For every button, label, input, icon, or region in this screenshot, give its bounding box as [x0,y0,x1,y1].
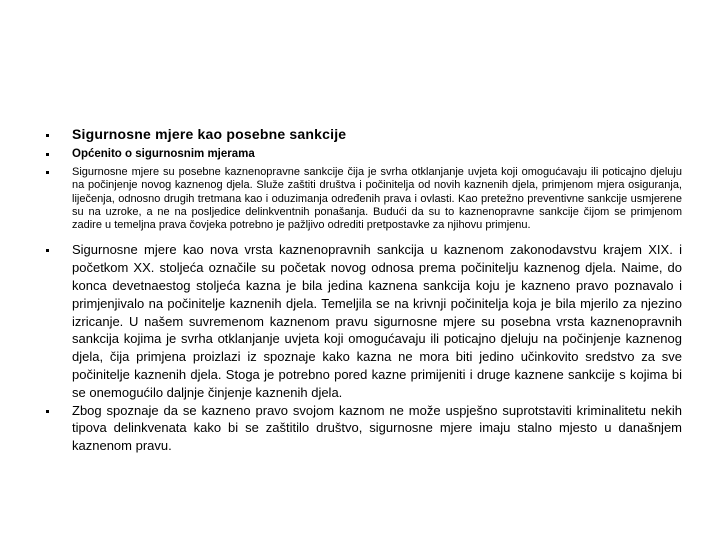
bullet-square-icon [46,171,49,174]
bullet-item-subtitle [72,148,682,161]
bullet-item-title [72,126,682,143]
bullet-square-icon [46,249,49,252]
slide-content [72,126,682,455]
slide-subtitle: Općenito o sigurnosnim mjerama [72,148,255,160]
bullet-item-paragraph-small [72,166,682,232]
bullet-square-icon [46,134,49,137]
bullet-item-paragraph-history [72,241,682,401]
bullet-square-icon [46,410,49,413]
bullet-square-icon [46,153,49,156]
slide-title: Sigurnosne mjere kao posebne sankcije [72,126,347,142]
paragraph-text-general: Sigurnosne mjere su posebne kaznenopravne sankcije čija je svrha otklanjanje uvjeta koji omogućavaju ili poticajno djeluju na počinjenje novog kaznenog djela. Služe zaštiti društva i počinitelja od novih kaznenih djela, primjenom mjera osiguranja, liječenja, odnosno drugih tretmana kao i oduzimanja određenih prava i ovlasti. Kao pretežno preventivne sankcije usmjerene su na uzroke, a ne na posljedice delinkventnih ponašanja. Budući da su to kaznenopravne sankcije čijom se primjenom zadire u temeljna prava čovjeka potrebno je pažljivo odrediti pretpostavke za njihovu primjenu. [72,166,682,232]
bullet-item-paragraph-conclusion [72,402,682,455]
paragraph-text-history: Sigurnosne mjere kao nova vrsta kaznenopravnih sankcija u kaznenom zakonodavstvu krajem XIX. i početkom XX. stoljeća označile su početak novog odnosa prema počinitelju kaznenog djela. Naime, do konca devetnaestog stoljeća kazna je bila jedina kaznena sankcija koju je kazneno pravo poznavalo i primjenjivalo na počinitelje kaznenih djela. Temeljila se na krivnji počinitelja koja je bila mjerilo za njezino izricanje. U našem suvremenom kaznenom pravu sigurnosne mjere su posebna vrsta kaznenopravnih sankcija kojima je svrha otklanjanje uvjeta koji omogućavaju ili poticajno djeluju na počinjenje kaznenog djela, čija primjena proizlazi iz spoznaje kako kazna ne mora biti jedino učinkovito sredstvo za sve počinitelje kaznenih djela. Stoga je potrebno pored kazne primijeniti i druge kaznene sankcije s kojima bi se onemogućilo daljnje činjenje kaznenih djela. [72,242,682,400]
paragraph-text-conclusion: Zbog spoznaje da se kazneno pravo svojom kaznom ne može uspješno suprotstaviti kriminalitetu nekih tipova delinkvenata kako bi se zaštitilo društvo, sigurnosne mjere imaju stalno mjesto u današnjem kaznenom pravu. [72,402,682,454]
